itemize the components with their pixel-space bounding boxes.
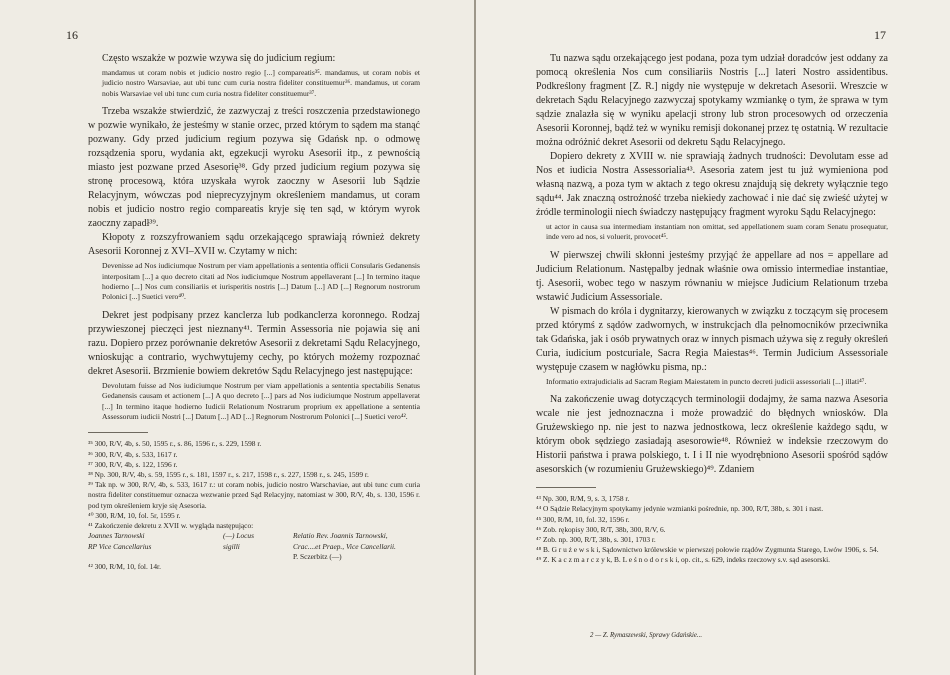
paragraph: W pierwszej chwili skłonni jesteśmy przyjąć że appellare ad nos = appellare ad Judicium Relationum. Następalby jednak właśnie owa omissio intermediae instantiae, tj. Asesorii, wobec tego w naszym równaniu w miejsce Judicium Relationum trzeba wstawić Judicium Assessoriale.: [536, 249, 888, 303]
footnote: ⁴³ Np. 300, R/M, 9, s. 3, 1758 r.: [536, 494, 630, 504]
signature-seal: sigilli: [223, 541, 240, 551]
left-page: [0, 0, 474, 675]
footnote: ³⁹ Tak np. w 300, R/V, 4b, s. 533, 1617 r.: ut coram nobis, judicio nostro Warschaviae, aut ubi tunc cum curia nostra fideliter constituemur oznacza wezwanie przed Sąd Relacyjny, natomiast w 300, R/V, 4b, s. 130, 1596 r. pod tym określeniem kryje się Asesoria.: [88, 480, 420, 510]
signature-row: [88, 542, 420, 552]
signature-note: Relatio Rev. Joannis Tarnowski,: [293, 531, 388, 541]
footnote: ⁴⁵ 300, R/M, 10, fol. 32, 1596 r.: [536, 514, 630, 524]
footnote: ⁴⁷ Zob. np. 300, R/T, 38b, s. 301, 1703 r.: [536, 535, 656, 545]
page-number: 16: [66, 28, 78, 42]
latin-quote: Devolutam fuisse ad Nos iudiciumque Nostrum per viam appellationis a sententia spectabilis Senatus Gedanensis causam et actionem [...] A quo decreto [...] pars ad Nos iudiciumque Nostrum appellaverat [...] In termino itaque hodierno Iudicii Relationum Nostrarum proprium ex appellatione a sententia Assessorum iudicii Nostri [...] Datum [...] AD [...] Regnorum Nostrorum Polonici [...] Suetici vero⁴².: [102, 380, 420, 422]
footnote: ⁴⁰ 300, R/M, 10, fol. 5r, 1595 r.: [88, 510, 181, 520]
footnote: ⁴¹ Zakończenie dekretu z XVII w. wygląda następująco:: [88, 521, 254, 531]
page-number: 17: [874, 28, 886, 42]
signature-line: 2 — Z. Rymaszewski, Sprawy Gdańskie...: [590, 632, 703, 639]
footnote: ⁴⁹ Z. K a c z m a r c z y k, B. L e ś n o d o r s k i, op. cit., s. 629, indeks rzeczowy s.v. sąd asesorski.: [536, 555, 831, 565]
footnote-rule: [88, 432, 148, 433]
footnote-rule: [536, 487, 596, 488]
footnote: ⁴⁴ O Sądzie Relacyjnym spotykamy jedynie wzmianki pośrednie, np. 300, R/T, 38b, s. 301 i nast.: [536, 504, 824, 514]
footnote: ³⁶ 300, R/V, 4b, s. 533, 1617 r.: [88, 449, 178, 459]
footnotes: [536, 494, 888, 565]
latin-quote: Devenisse ad Nos iudiciumque Nostrum per viam appellationis a sententia officii Consularis Gedanensis interpositam [...] a quo decreto citati ad Nos iudiciumque Nostrum appellaverant [...] In termino itaque hodierno [...] Nos cum consiliariis et iurisperitis nostris [...] Datum [...] AD [...] Regnorum nostrorum Polonici [...] Suetici vero⁴⁰.: [102, 261, 420, 302]
signature-note: Crac....et Praep., Vice Cancellarii.: [293, 541, 396, 551]
footnotes: [88, 439, 420, 572]
signature-seal: (—) Locus: [223, 531, 254, 541]
paragraph: Tu nazwa sądu orzekającego jest podana, poza tym udział doradców jest oddany za pomocą określenia Nos cum consiliariis Nostris [...] lateri Nostro assidentibus. Podkreślony fragment [Z. R.] nigdy nie występuje w dekretach Asesorii. Wreszcie w dekretach Sądu Relacyjnego zazwyczaj spotykamy wzmiankę o tym, że sprawa w tym sądzie znalazła się w wyniku apelacji strony lub stron procesowych od orzeczenia Asesorii Koronnej, bądź też w wyniku remisji dokonanej przez tę ostatnią. W rezultacie można odróżnić dekret Asesorii od dekretu Sądu Relacyjnego.: [536, 53, 888, 148]
right-page-text: [536, 52, 888, 566]
paragraph: Trzeba wszakże stwierdzić, że zazwyczaj z treści roszczenia przedstawionego w pozwie wynikało, że jesteśmy w stanie orzec, przed którym to sądem ma stanąć pozwany. Gdy przed judicium regium pozywa się Gdańsk np. o odmowę rozsądzenia sporu, wydania akt, egzekucji wyroku Asesorii itp., z pewnością miasto jest pozwane przed Asesorię³⁸. Gdy przed judicium regium pozywa się stronę procesową, która uzyskała wyrok zaoczny w Asesorii lub Sądzie Relacyjnym, wówczas pod nieprecyzyjnym określeniem mandamus, ut coram nobis et judicio nostro regio compareatis kryje się ten sąd, w którym wyrok zaoczny zapadł³⁹.: [88, 106, 420, 230]
footnote: ⁴⁶ Zob. rękopisy 300, R/T, 38b, 300, R/V, 6.: [536, 524, 666, 534]
paragraph: Dekret jest podpisany przez kanclerza lub podkanclerza koronnego. Rodzaj przywieszonej pieczęci jest nieznany⁴¹. Termin Assessoria nie pojawia się ani razu. Dopiero przez porównanie dekretów Asesorii z dekretami Sądu Relacyjnego, wnioskując a contrario, wychwytujemy cechy, po których możemy rozpoznać dekret Asesorii. Brzmienie bowiem dekretów Sądu Relacyjnego jest następujące:: [88, 309, 420, 377]
right-page: [476, 0, 950, 675]
paragraph: Na zakończenie uwag dotyczących terminologii dodajmy, że sama nazwa Asesoria wcale nie jest jednoznaczna i może prowadzić do błędnych wniosków. Dla Grużewskiego np. nie jest to nazwa jednostkowa, lecz określenie każdego sądu, w którym obok sędziego zasiadają asesorowie⁴⁸. Również w indeksie rzeczowym do Historii państwa i prawa polskiego, t. I i II nie wyodrębniono Asesorii spośród sądów asesorskich (w rozumieniu Grużewskiego)⁴⁹. Zdaniem: [536, 394, 888, 476]
footnote: ³⁷ 300, R/V, 4b, s. 122, 1596 r.: [88, 459, 178, 469]
signature-row: [88, 531, 420, 541]
paragraph: Dopiero dekrety z XVIII w. nie sprawiają żadnych trudności: Devolutam esse ad Nos et iudicia Nostra Assessorialia⁴³. Asesoria zatem jest tu już wymieniona pod własną nazwą, a poza tym w aktach z tego okresu znajdują się dekrety wyłącznie tego sądu⁴⁴. Jak znaczną ostrożność trzeba niekiedy zachować i nie dać się zwieść użytej w źródle terminologii niech świadczy następujący fragment wyroku Sądu Relacyjnego:: [536, 151, 888, 218]
left-page-text: [88, 52, 420, 572]
latin-quote: ut actor in causa sua intermediam instantiam non omittat, sed appellationem suam coram Senatu prosequatur, inde vero ad nos, si voluerit, provocet⁴⁵.: [546, 222, 888, 242]
paragraph: Kłopoty z rozszyfrowaniem sądu orzekającego sprawiają również dekrety Asesorii Koronnej z XVI–XVII w. Czytamy w nich:: [88, 232, 420, 258]
latin-quote: Informatio extrajudicialis ad Sacram Regiam Maiestatem in puncto decreti judicii assessoriali [...] illati⁴⁷.: [546, 376, 867, 386]
paragraph: W pismach do króla i dygnitarzy, kierowanych w związku z toczącym się procesem przed którymś z sądów zadwornych, w instrukcjach dla pełnomocników przeciwnika tak Gdańska, jak i osób prywatnych oraz w innych pismach używa się z reguły określeń Curia, iudicium postcuriale, Sacra Regia Maiestas⁴⁶. Termin Judicium Assessoriale występuje czasem w nagłówku pisma, np.:: [536, 305, 888, 373]
paragraph: Często wszakże w pozwie wzywa się do judicium regium:: [102, 53, 336, 64]
latin-quote: mandamus ut coram nobis et judicio nostro regio [...] compareatis³⁵. mandamus, ut coram nobis et judicio nostro Warsaviae, aut ubi tunc cum curia nostra fideliter constituemur³⁶. mandamus, ut coram nobis Warsaviae vel ubi tunc cum curia nostra fideliter constituemur³⁷.: [102, 68, 420, 98]
footnote: ³⁵ 300, R/V, 4b, s. 50, 1595 r., s. 86, 1596 r., s. 229, 1598 r.: [88, 439, 262, 449]
footnote: ³⁸ Np. 300, R/V, 4b, s. 59, 1595 r., s. 181, 1597 r., s. 217, 1598 r., s. 227, 1598 r., s. 245, 1599 r.: [88, 470, 369, 480]
footnote: ⁴⁸ B. G r u ż e w s k i, Sądownictwo królewskie w pierwszej połowie rządów Zygmunta Starego, Lwów 1906, s. 54.: [536, 545, 879, 555]
signature-note: P. Sczerbitz (—): [293, 551, 342, 561]
signature-name: RP Vice Cancellarius: [88, 541, 152, 551]
signature-name: Joannes Tarnowski: [88, 531, 145, 541]
signature-row: [88, 552, 420, 562]
footnote: ⁴² 300, R/M, 10, fol. 14r.: [88, 561, 161, 571]
